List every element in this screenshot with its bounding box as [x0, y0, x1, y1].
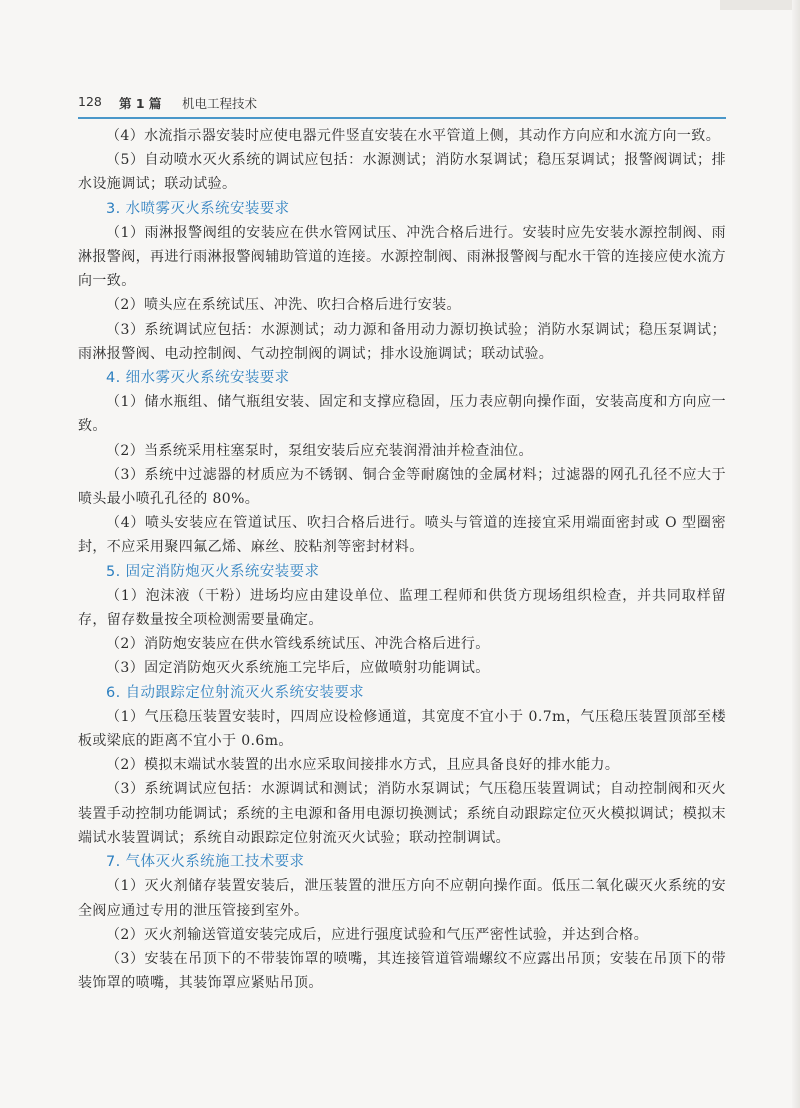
paragraph: （3）安装在吊顶下的不带装饰罩的喷嘴，其连接管道管端螺纹不应露出吊顶；安装在吊顶下的带装饰罩的喷嘴，其装饰罩应紧贴吊顶。	[78, 950, 726, 992]
part-label: 第 1 篇	[119, 96, 162, 111]
paragraph: （2）消防炮安装应在供水管线系统试压、冲洗合格后进行。	[106, 636, 490, 653]
section-heading: 4. 细水雾灭火系统安装要求	[106, 370, 290, 387]
page-number: 128	[78, 94, 102, 109]
section-heading: 7. 气体灭火系统施工技术要求	[106, 854, 305, 871]
paragraph: （1）泡沫液（干粉）进场均应由建设单位、监理工程师和供货方现场组织检查，并共同取样留存，留存数量按全项检测需要量确定。	[78, 587, 726, 629]
paragraph: （5）自动喷水灭火系统的调试应包括：水源测试；消防水泵调试；稳压泵调试；报警阀调试；排水设施调试；联动试验。	[78, 152, 726, 193]
paragraph: （3）固定消防炮灭火系统施工完毕后，应做喷射功能调试。	[106, 660, 490, 677]
paragraph: （1）储水瓶组、储气瓶组安装、固定和支撑应稳固，压力表应朝向操作面，安装高度和方向应一致。	[78, 394, 726, 435]
paragraph: （3）系统中过滤器的材质应为不锈钢、铜合金等耐腐蚀的金属材料；过滤器的网孔孔径不应大于喷头最小喷孔孔径的 80%。	[78, 466, 726, 508]
paragraph: （4）水流指示器安装时应使电器元件竖直安装在水平管道上侧，其动作方向应和水流方向一致。	[106, 128, 721, 144]
header-divider	[78, 117, 726, 119]
paragraph: （2）喷头应在系统试压、冲洗、吹扫合格后进行安装。	[106, 297, 461, 314]
scan-edge	[720, 0, 792, 10]
paragraph: （1）雨淋报警阀组的安装应在供水管网试压、冲洗合格后进行。安装时应先安装水源控制阀、雨淋报警阀，再进行雨淋报警阀辅助管道的连接。水源控制阀、雨淋报警阀与配水干管的连接应使水流方向一致。	[78, 224, 726, 290]
body-text	[78, 124, 726, 995]
section-heading: 3. 水喷雾灭火系统安装要求	[106, 200, 290, 217]
section-heading: 6. 自动跟踪定位射流灭火系统安装要求	[106, 684, 365, 701]
paragraph: （2）当系统采用柱塞泵时，泵组安装后应充装润滑油并检查油位。	[106, 442, 533, 459]
paragraph: （2）灭火剂输送管道安装完成后，应进行强度试验和气压严密性试验，并达到合格。	[106, 926, 649, 943]
paragraph: （1）气压稳压装置安装时，四周应设检修通道，其宽度不宜小于 0.7m，气压稳压装置顶部至楼板或梁底的距离不宜小于 0.6m。	[78, 708, 726, 750]
paragraph: （1）灭火剂储存装置安装后，泄压装置的泄压方向不应朝向操作面。低压二氧化碳灭火系统的安全阀应通过专用的泄压管接到室外。	[78, 878, 726, 919]
part-title: 机电工程技术	[182, 96, 258, 111]
paragraph: （3）系统调试应包括：水源测试；动力源和备用动力源切换试验；消防水泵调试；稳压泵调试；雨淋报警阀、电动控制阀、气动控制阀的调试；排水设施调试；联动试验。	[78, 321, 726, 362]
section-heading: 5. 固定消防炮灭火系统安装要求	[106, 563, 320, 580]
paragraph: （4）喷头安装应在管道试压、吹扫合格后进行。喷头与管道的连接宜采用端面密封或 O 型圈密封，不应采用聚四氟乙烯、麻丝、胶粘剂等密封材料。	[78, 515, 726, 556]
running-header	[78, 94, 726, 116]
scan-edge-shadow	[792, 0, 800, 1108]
paragraph: （2）模拟末端试水装置的出水应采取间接排水方式，且应具备良好的排水能力。	[106, 757, 620, 774]
paragraph: （3）系统调试应包括：水源调试和测试；消防水泵调试；气压稳压装置调试；自动控制阀和灭火装置手动控制功能调试；系统的主电源和备用电源切换测试；系统自动跟踪定位灭火模拟调试；模拟末端试水装置调试；系统自动跟踪定位射流灭火试验；联动控制调试。	[78, 781, 726, 846]
